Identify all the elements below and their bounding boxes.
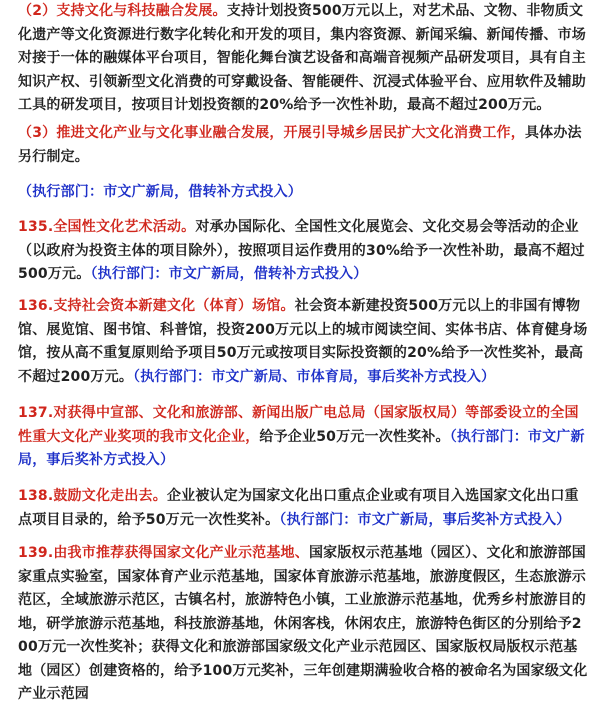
paragraph-executing-dept xyxy=(18,181,588,205)
executing-dept-note: （执行部门：市文广新局、市体育局，事后奖补方式投入） xyxy=(133,368,496,385)
paragraph-item-136 xyxy=(18,295,588,389)
paragraph-body: 企业被认定为国家文化出口重点企业或有项目入选国家文化出口重点项目目录的，给予50万元一次性奖补。 xyxy=(18,488,579,528)
paragraph-heading: 136.支持社会资本新建文化（体育）场馆。 xyxy=(18,298,295,314)
paragraph-body: 国家版权示范基地（园区）、文化和旅游部国家重点实验室，国家体育产业示范基地，国家体育旅游示范基地，旅游度假区，生态旅游示范区，全域旅游示范区，古镇名村，旅游特色小镇，工业旅游示范基地，优秀乡村旅游目的地，研学旅游示范基地，科技旅游基地，休闲客栈，休闲农庄，旅游特色街区的分别给予200万元一次性奖补；获得文化和旅游部国家级文化产业示范园区、国家版权局版权示范基地（园区）创建资格的，给予100万元奖补，三年创建期满验收合格的被命名为国家级文化产业示范园 xyxy=(18,545,588,702)
paragraph-body: 对承办国际化、全国性文化展览会、文化交易会等活动的企业（以政府为投资主体的项目除外），按照项目运作费用的30%给予一次性补助，最高不超过500万元。 xyxy=(18,219,585,282)
paragraph-item-139 xyxy=(18,542,588,707)
paragraph-body: 具体办法另行制定。 xyxy=(18,125,582,165)
paragraph-heading: （3）推进文化产业与文化事业融合发展，开展引导城乡居民扩大文化消费工作， xyxy=(18,125,525,141)
paragraph-culture-tech xyxy=(18,0,588,118)
paragraph-heading: （2）支持文化与科技融合发展。 xyxy=(18,3,227,19)
paragraph-culture-industry xyxy=(18,122,588,169)
paragraph-heading: 135.全国性文化艺术活动。 xyxy=(18,219,196,235)
paragraph-body: 支持计划投资500万元以上，对艺术品、文物、非物质文化遗产等文化资源进行数字化转化和开发的项目，集内容资源、新闻采编、新闻传播、市场对接于一体的融媒体平台项目，智能化舞台演艺设备和高端音视频产品研发项目，具有自主知识产权、引领新型文化消费的可穿戴设备、智能硬件、沉浸式体验平台、应用软件及辅助工具的研发项目，按项目计划投资额的20%给予一次性补助，最高不超过200万元。 xyxy=(18,3,586,113)
paragraph-item-137 xyxy=(18,402,588,473)
executing-dept-note: （执行部门：市文广新局，借转补方式投入） xyxy=(90,266,368,282)
paragraph-item-135 xyxy=(18,216,588,287)
paragraph-heading: 138.鼓励文化走出去。 xyxy=(18,488,167,504)
paragraph-heading: 139.由我市推荐获得国家文化产业示范基地、 xyxy=(18,545,309,561)
executing-dept-note: （执行部门：市文广新局，借转补方式投入） xyxy=(18,184,302,200)
paragraph-body: 给予企业50万元一次性奖补。 xyxy=(259,428,450,445)
paragraph-body: 社会资本新建投资500万元以上的非国有博物馆、展览馆、图书馆、科普馆，投资200万元以上的城市阅读空间、实体书店、体育健身场馆，按从高不重复原则给予项目50万元或按项目实际投资额的20%给予一次性奖补，最高不超过200万元。 xyxy=(18,298,588,385)
executing-dept-note: （执行部门：市文广新局，事后奖补方式投入） xyxy=(18,428,585,468)
executing-dept-note: （执行部门：市文广新局，事后奖补方式投入） xyxy=(279,511,571,528)
paragraph-item-138 xyxy=(18,485,588,532)
paragraph-heading: 137.对获得中宣部、文化和旅游部、新闻出版广电总局（国家版权局）等部委设立的全国性重大文化产业奖项的我市文化企业， xyxy=(18,405,579,445)
